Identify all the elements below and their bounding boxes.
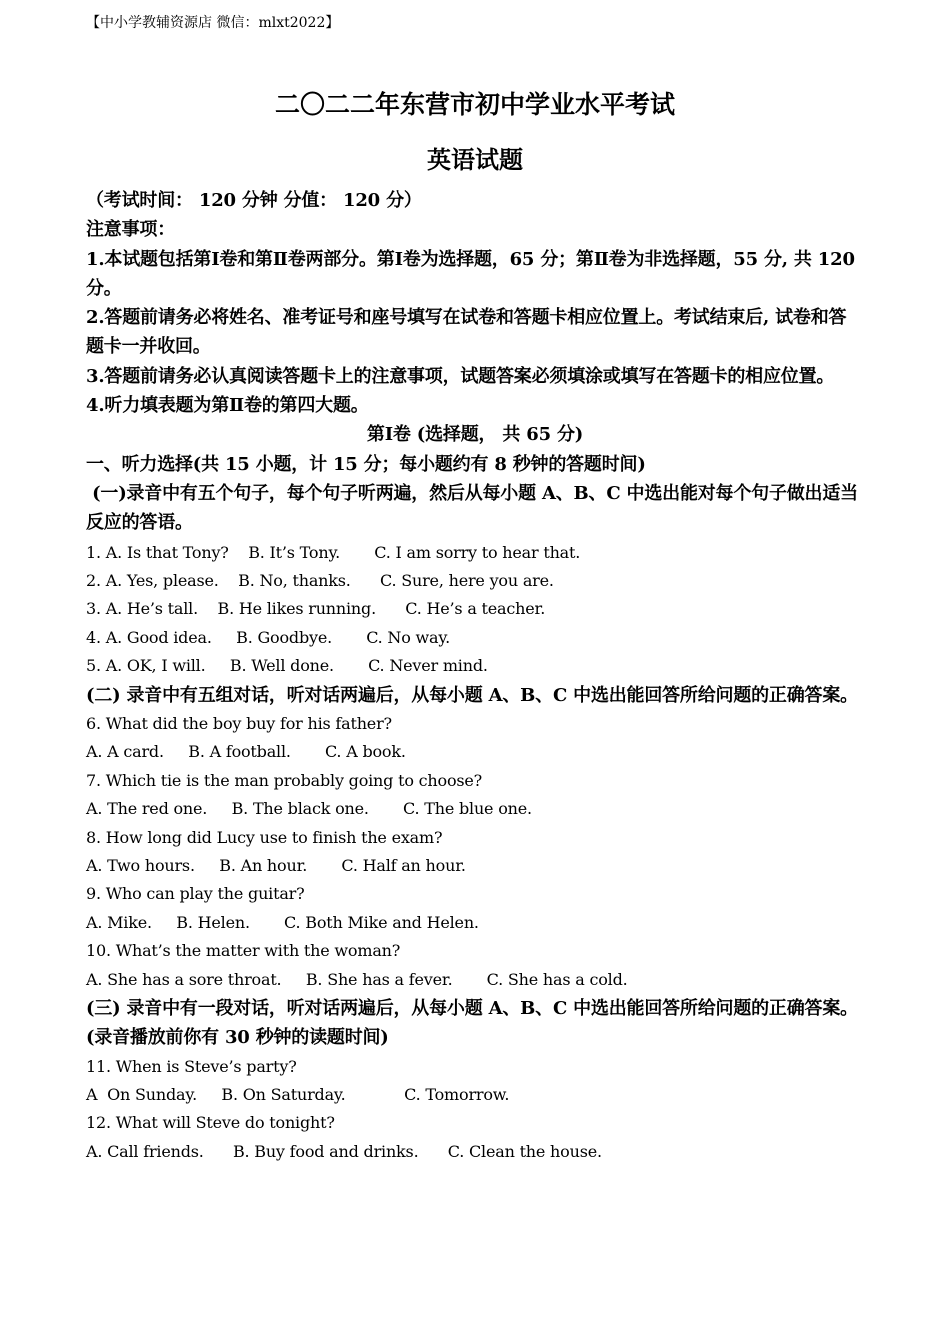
notice-item: 1.本试题包括第Ⅰ卷和第Ⅱ卷两部分。第Ⅰ卷为选择题，65 分；第Ⅱ卷为非选择题，55 分, 共 120 分。 bbox=[86, 248, 855, 299]
part-two-instruction: (二) 录音中有五组对话，听对话两遍后，从每小题 A、B、C 中选出能回答所给问题的正确答案。 bbox=[86, 684, 858, 706]
question-options: A. Mike. B. Helen. C. Both Mike and Helen. bbox=[86, 912, 479, 932]
question-item: 5. A. OK, I will. B. Well done. C. Never mind. bbox=[86, 656, 488, 676]
part-three bbox=[86, 994, 864, 1166]
part-two bbox=[86, 681, 864, 994]
question-options: A. A card. B. A football. C. A book. bbox=[86, 742, 406, 762]
part-one bbox=[86, 479, 864, 681]
header-note: 【中小学教辅资源店 微信：mlxt2022】 bbox=[86, 15, 340, 31]
volume-heading: 第Ⅰ卷 (选择题， 共 65 分) bbox=[366, 424, 584, 446]
question-stem: 8. How long did Lucy use to finish the exam? bbox=[86, 827, 443, 847]
notice-list bbox=[86, 245, 864, 421]
page-title: 二〇二二年东营市初中学业水平考试 bbox=[274, 90, 675, 119]
question-stem: 7. Which tie is the man probably going to choose? bbox=[86, 770, 483, 790]
question-stem: 6. What did the boy buy for his father? bbox=[86, 713, 392, 733]
question-item: 4. A. Good idea. B. Goodbye. C. No way. bbox=[86, 627, 450, 647]
question-stem: 12. What will Steve do tonight? bbox=[86, 1113, 335, 1133]
exam-info: （考试时间： 120 分钟 分值： 120 分） bbox=[86, 190, 422, 211]
exam-content bbox=[86, 186, 864, 1166]
question-options: A. Two hours. B. An hour. C. Half an hour. bbox=[86, 855, 466, 875]
question-options: A On Sunday. B. On Saturday. C. Tomorrow. bbox=[86, 1084, 510, 1104]
part-one-instruction: (一)录音中有五个句子，每个句子听两遍，然后从每小题 A、B、C 中选出能对每个句子做出适当反应的答语。 bbox=[86, 482, 858, 534]
notice-item: 3.答题前请务必认真阅读答题卡上的注意事项，试题答案必须填涂或填写在答题卡的相应位置。 bbox=[86, 365, 835, 387]
question-stem: 9. Who can play the guitar? bbox=[86, 884, 305, 904]
page-subtitle: 英语试题 bbox=[427, 145, 523, 174]
notice-item: 2.答题前请务必将姓名、准考证号和座号填写在试卷和答题卡相应位置上。考试结束后, 试卷和答题卡一并收回。 bbox=[86, 307, 847, 358]
question-item: 1. A. Is that Tony? B. It’s Tony. C. I am sorry to hear that. bbox=[86, 542, 581, 562]
question-options: A. She has a sore throat. B. She has a fever. C. She has a cold. bbox=[86, 969, 628, 989]
question-options: A. Call friends. B. Buy food and drinks. C. Clean the house. bbox=[86, 1141, 602, 1161]
question-item: 3. A. He’s tall. B. He likes running. C. He’s a teacher. bbox=[86, 599, 546, 619]
question-stem: 11. When is Steve’s party? bbox=[86, 1056, 297, 1076]
question-options: A. The red one. B. The black one. C. The blue one. bbox=[86, 799, 532, 819]
question-stem: 10. What’s the matter with the woman? bbox=[86, 941, 401, 961]
notice-heading: 注意事项： bbox=[86, 219, 175, 241]
part-three-instruction: (三) 录音中有一段对话，听对话两遍后，从每小题 A、B、C 中选出能回答所给问题的正确答案。(录音播放前你有 30 秒钟的读题时间) bbox=[86, 997, 858, 1049]
notice-item: 4.听力填表题为第Ⅱ卷的第四大题。 bbox=[86, 395, 369, 417]
section-heading: 一、听力选择(共 15 小题，计 15 分；每小题约有 8 秒钟的答题时间) bbox=[86, 453, 646, 475]
question-item: 2. A. Yes, please. B. No, thanks. C. Sure, here you are. bbox=[86, 570, 554, 590]
